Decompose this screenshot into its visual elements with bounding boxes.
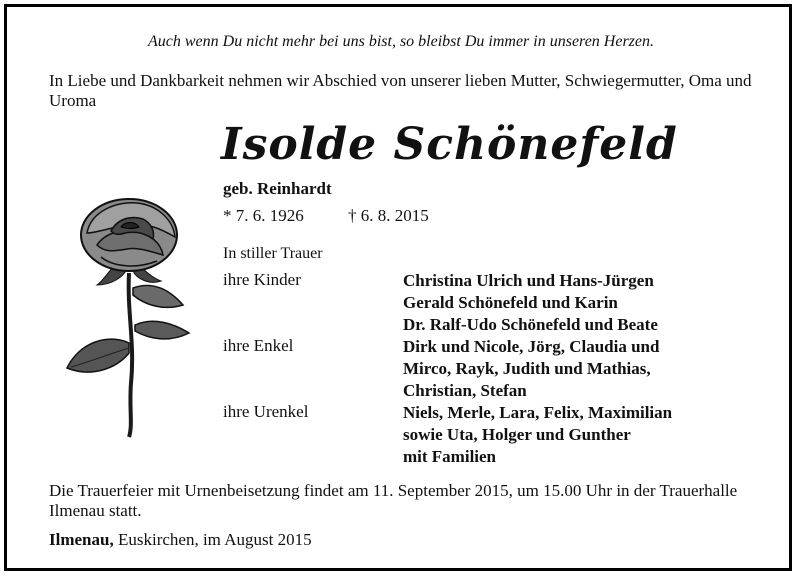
family-name-line: Niels, Merle, Lara, Felix, Maximilian xyxy=(403,403,673,422)
family-name-line: mit Familien xyxy=(403,447,497,466)
family-names xyxy=(403,336,783,402)
rose-icon xyxy=(57,193,197,443)
relation-label: ihre Kinder xyxy=(223,270,301,289)
motto: Auch wenn Du nicht mehr bei uns bist, so bleibst Du immer in unseren Herzen. xyxy=(147,33,654,50)
place-rest: Euskirchen, im August 2015 xyxy=(113,530,312,549)
family-name-line: Mirco, Rayk, Judith und Mathias, xyxy=(403,359,651,378)
family-name-line: sowie Uta, Holger und Gunther xyxy=(403,425,631,444)
family-name-line: Christina Ulrich und Hans-Jürgen xyxy=(403,271,654,290)
life-dates xyxy=(223,206,429,226)
intro-text: In Liebe und Dankbarkeit nehmen wir Abschied von unserer lieben Mutter, Schwiegermutter, Oma und Uroma xyxy=(49,71,752,110)
obituary-notice xyxy=(4,4,792,571)
family-names xyxy=(403,270,783,336)
family-names xyxy=(403,402,783,468)
family-name-line: Christian, Stefan xyxy=(403,381,527,400)
deceased-name: Isolde Schönefeld xyxy=(221,119,678,170)
birth-name: geb. Reinhardt xyxy=(223,179,332,198)
place-date xyxy=(49,530,312,550)
funeral-info: Die Trauerfeier mit Urnenbeisetzung findet am 11. September 2015, um 15.00 Uhr in der Trauerhalle Ilmenau statt. xyxy=(49,481,738,520)
family-name-line: Dr. Ralf-Udo Schönefeld und Beate xyxy=(403,315,658,334)
mourning-line: In stiller Trauer xyxy=(223,245,323,262)
family-name-line: Dirk und Nicole, Jörg, Claudia und xyxy=(403,337,660,356)
family-name-line: Gerald Schönefeld und Karin xyxy=(403,293,618,312)
place-name: Ilmenau, xyxy=(49,530,114,549)
birth-date: * 7. 6. 1926 xyxy=(223,206,304,225)
relation-label: ihre Enkel xyxy=(223,336,294,355)
relation-label: ihre Urenkel xyxy=(223,402,309,421)
death-date: † 6. 8. 2015 xyxy=(348,206,429,225)
